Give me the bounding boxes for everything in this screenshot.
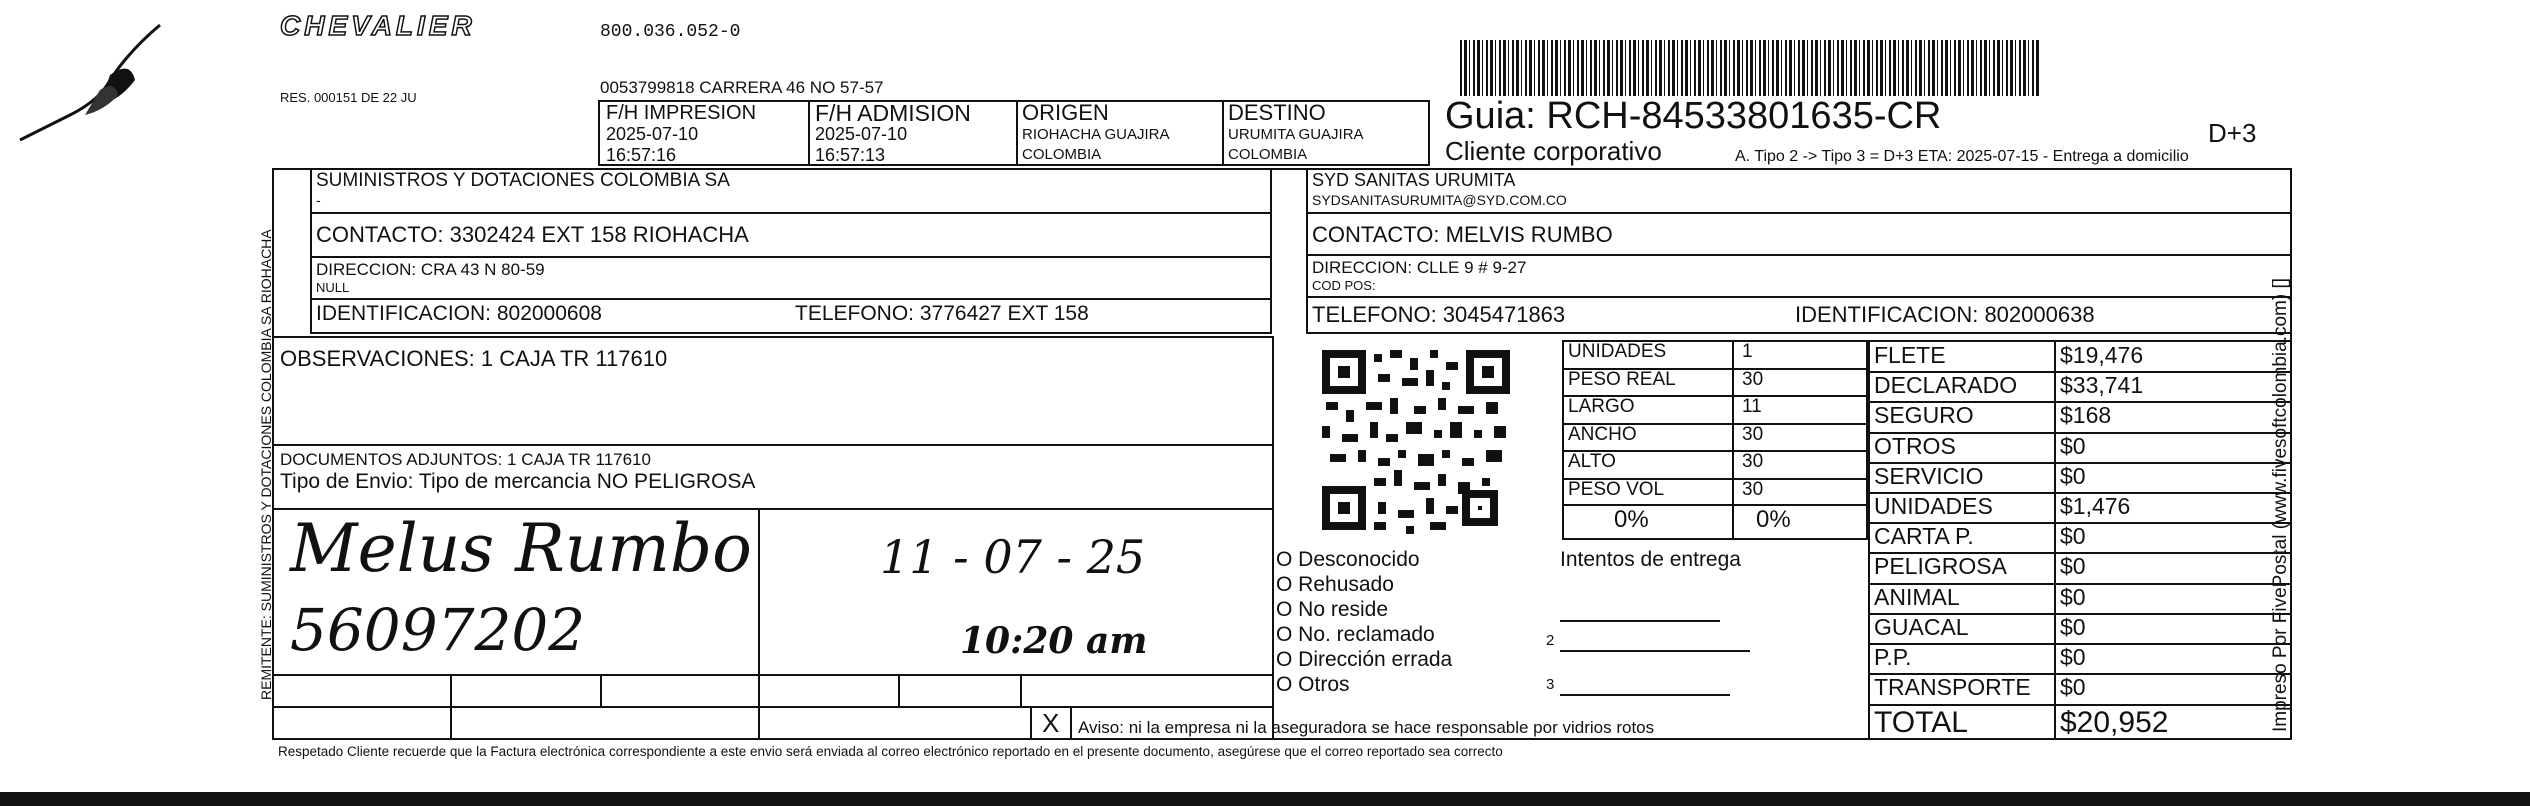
destino-label: DESTINO [1228, 100, 1326, 125]
aviso: Aviso: ni la empresa ni la aseguradora se hace responsable por vidrios rotos [1078, 718, 1655, 737]
fh-impresion-date: 2025-07-10 [606, 124, 699, 144]
fh-impresion-label: F/H IMPRESION [606, 102, 757, 124]
costo-value: $0 [2060, 553, 2086, 580]
total-label: TOTAL [1874, 706, 1968, 739]
intento-2: 2 [1546, 632, 1555, 649]
estado-option[interactable]: O No. reclamado [1276, 623, 1435, 646]
intentos-label: Intentos de entrega [1560, 548, 1741, 571]
costo-label: UNIDADES [1874, 493, 1993, 519]
estado-option[interactable]: O Rehusado [1276, 573, 1394, 596]
origen-line1: RIOHACHA GUAJIRA [1022, 126, 1170, 143]
remitente-direccion: DIRECCION: CRA 43 N 80-59 [316, 260, 545, 279]
origen-line2: COLOMBIA [1022, 146, 1102, 163]
costo-value: $0 [2060, 613, 2086, 640]
impreso-label: Impreso Por FivePostal (www.fivesoftcolombia.com) [] [2270, 277, 2291, 732]
origen-label: ORIGEN [1022, 100, 1109, 125]
costo-label: ANIMAL [1874, 583, 1960, 610]
porcentaje-box [1562, 504, 1868, 540]
costo-value: $0 [2060, 583, 2086, 610]
destinatario-direccion: DIRECCION: CLLE 9 # 9-27 [1312, 258, 1527, 277]
sender-side-label: REMITENTE: SUMINISTROS Y DOTACIONES COLOMBIA SA RIOHACHA [258, 229, 274, 700]
firma-hora: 10:20 am [960, 620, 1148, 662]
remitente-identificacion: IDENTIFICACION: 802000608 [316, 302, 602, 325]
estado-option[interactable]: O No reside [1276, 598, 1389, 621]
costo-value: $0 [2060, 523, 2086, 550]
destino-line1: URUMITA GUAJIRA [1228, 126, 1364, 143]
estado-option[interactable]: O Otros [1276, 673, 1350, 696]
costo-label: CARTA P. [1874, 523, 1974, 550]
costo-label: SERVICIO [1874, 462, 1984, 489]
medida-label: LARGO [1568, 396, 1635, 417]
costo-label: DECLARADO [1874, 372, 2018, 399]
medida-value: 11 [1742, 396, 1762, 417]
aviso-x: X [1042, 708, 1060, 738]
guia-number: Guia: RCH-84533801635-CR [1445, 95, 1942, 137]
destinatario-codpos: COD POS: [1312, 278, 1376, 293]
medida-value: 30 [1742, 368, 1764, 390]
delivery-days: D+3 [2208, 118, 2257, 148]
service-type: A. Tipo 2 -> Tipo 3 = D+3 ETA: 2025-07-15 - Entrega a domicilio [1735, 148, 2189, 165]
costo-value: $1,476 [2060, 493, 2131, 519]
medida-label: ALTO [1568, 451, 1616, 472]
qr-code-icon [1318, 346, 1514, 534]
costo-label: OTROS [1874, 432, 1956, 459]
medida-label: ANCHO [1568, 423, 1637, 445]
medida-value: 30 [1742, 478, 1764, 500]
destino-line2: COLOMBIA [1228, 146, 1308, 163]
remitente-contacto: CONTACTO: 3302424 EXT 158 RIOHACHA [316, 222, 749, 247]
costo-label: SEGURO [1874, 402, 1974, 429]
remitente-null: NULL [316, 280, 350, 295]
company-logo: CHEVALIER [280, 10, 476, 41]
tipo-envio: Tipo de Envio: Tipo de mercancia NO PELIGROSA [280, 470, 756, 493]
cliente-type: Cliente corporativo [1445, 136, 1662, 166]
porcentaje-1: 0% [1614, 506, 1649, 533]
fh-impresion-time: 16:57:16 [606, 145, 677, 165]
costo-value: $33,741 [2060, 372, 2144, 399]
destinatario-email: SYDSANITASURUMITA@SYD.COM.CO [1312, 192, 1567, 208]
costo-label: PELIGROSA [1874, 553, 2007, 580]
resolution: RES. 000151 DE 22 JU [280, 90, 417, 105]
remitente-nombre: SUMINISTROS Y DOTACIONES COLOMBIA SA [316, 170, 730, 191]
bottom-bar [0, 792, 2530, 806]
medida-value: 1 [1742, 341, 1753, 362]
documentos-adjuntos: DOCUMENTOS ADJUNTOS: 1 CAJA TR 117610 [280, 450, 651, 469]
costo-value: $19,476 [2060, 342, 2144, 368]
remitente-guion: - [316, 192, 321, 208]
firma-fecha: 11 - 07 - 25 [880, 530, 1146, 584]
fh-admision-time: 16:57:13 [815, 145, 886, 165]
costo-value: $168 [2060, 402, 2112, 429]
estado-option[interactable]: O Desconocido [1276, 548, 1420, 571]
total-value: $20,952 [2060, 706, 2169, 739]
intento-3: 3 [1546, 676, 1555, 693]
destinatario-telefono: TELEFONO: 3045471863 [1312, 302, 1566, 327]
medida-value: 30 [1742, 423, 1764, 445]
feather-icon [10, 20, 170, 150]
sender-address: 0053799818 CARRERA 46 NO 57-57 [600, 78, 884, 97]
remitente-telefono: TELEFONO: 3776427 EXT 158 [795, 302, 1089, 325]
footer-notice: Respetado Cliente recuerde que la Factura electrónica correspondiente a este envio será enviada al correo electrónico reportado en el presente documento, asegúrese que el correo reportado sea correcto [278, 744, 1503, 759]
estado-option[interactable]: O Dirección errada [1276, 648, 1453, 671]
costo-value: $0 [2060, 462, 2086, 489]
barcode [1460, 40, 2040, 96]
destinatario-contacto: CONTACTO: MELVIS RUMBO [1312, 222, 1613, 247]
costo-label: P.P. [1874, 644, 1912, 670]
medida-label: UNIDADES [1568, 341, 1667, 362]
porcentaje-2: 0% [1756, 506, 1791, 533]
costo-label: FLETE [1874, 342, 1946, 368]
observaciones: OBSERVACIONES: 1 CAJA TR 117610 [280, 346, 668, 371]
costo-value: $0 [2060, 432, 2086, 459]
firma-nombre: Melus Rumbo [290, 510, 752, 587]
firma-documento: 56097202 [290, 596, 586, 664]
medida-label: PESO VOL [1568, 478, 1665, 500]
fh-admision-date: 2025-07-10 [815, 124, 908, 144]
costo-label: GUACAL [1874, 613, 1969, 640]
costo-label: TRANSPORTE [1874, 674, 2031, 701]
costo-value: $0 [2060, 644, 2086, 670]
costo-value: $0 [2060, 674, 2086, 701]
destinatario-identificacion: IDENTIFICACION: 802000638 [1795, 302, 2095, 327]
nit: 800.036.052-0 [600, 22, 741, 42]
medida-label: PESO REAL [1568, 368, 1676, 390]
medida-value: 30 [1742, 451, 1764, 472]
destinatario-nombre: SYD SANITAS URUMITA [1312, 170, 1516, 190]
fh-admision-label: F/H ADMISION [815, 100, 971, 126]
